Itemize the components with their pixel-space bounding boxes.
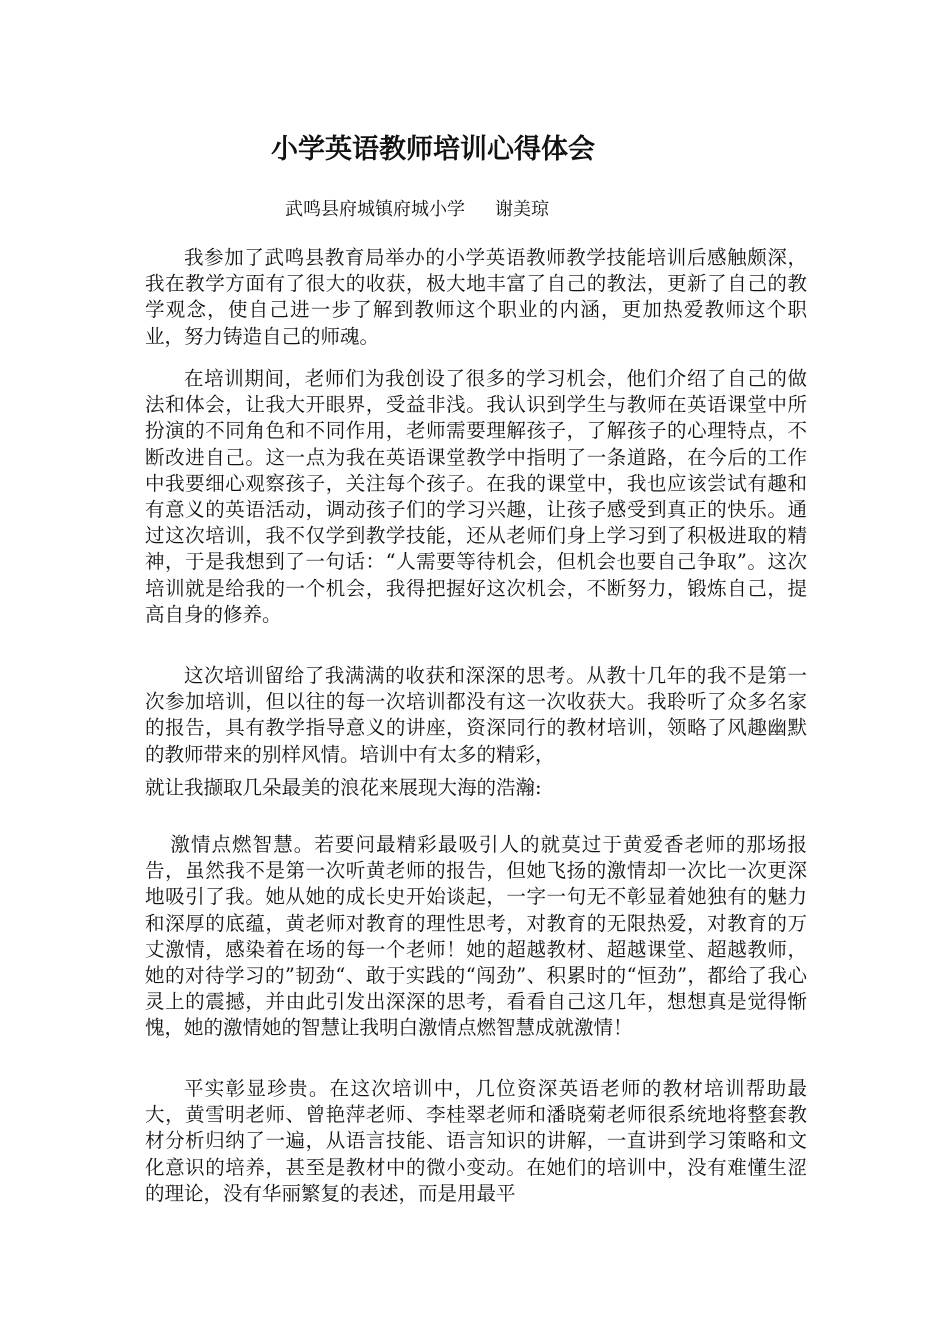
paragraph-3: 这次培训留给了我满满的收获和深深的思考。从教十几年的我不是第一次参加培训，但以往的每一次培训都没有这一次收获大。我聆听了众多名家的报告，具有教学指导意义的讲座，资深同行的教材培训，领略了风趣幽默的教师带来的别样风情。培训中有太多的精彩， bbox=[145, 664, 807, 766]
paragraph-4: 激情点燃智慧。若要问最精彩最吸引人的就莫过于黄爱香老师的那场报告，虽然我不是第一次听黄老师的报告，但她飞扬的激情却一次比一次更深地吸引了我。她从她的成长史开始谈起，一字一句无不彰显着她独有的魅力和深厚的底蕴，黄老师对教育的理性思考，对教育的无限热爱，对教育的万丈激情，感染着在场的每一个老师！她的超越教材、超越课堂、超越教师，她的对待学习的”韧劲“、敢于实践的“闯劲”、积累时的“恒劲”，都给了我心灵上的震撼，并由此引发出深深的思考，看看自己这几年，想想真是觉得惭愧，她的激情她的智慧让我明白激情点燃智慧成就激情！ bbox=[145, 833, 807, 1040]
paragraph-5: 平实彰显珍贵。在这次培训中，几位资深英语老师的教材培训帮助最大，黄雪明老师、曾艳萍老师、李桂翠老师和潘晓菊老师很系统地将整套教材分析归纳了一遍，从语言技能、语言知识的讲解，一直讲到学习策略和文化意识的培养，甚至是教材中的微小变动。在她们的培训中，没有难懂生涩的理论，没有华丽繁复的表述，而是用最平 bbox=[145, 1077, 807, 1205]
school-name: 武鸣县府城镇府城小学 bbox=[285, 199, 465, 220]
author-name: 谢美琼 bbox=[495, 199, 549, 220]
paragraph-3-continuation: 就让我撷取几朵最美的浪花来展现大海的浩瀚: bbox=[145, 776, 542, 799]
author-byline bbox=[285, 197, 549, 223]
paragraph-2: 在培训期间，老师们为我创设了很多的学习机会，他们介绍了自己的做法和体会，让我大开眼界，受益非浅。我认识到学生与教师在英语课堂中所扮演的不同角色和不同作用，老师需要理解孩子，了解孩子的心理特点，不断改进自己。这一点为我在英语课堂教学中指明了一条道路，在今后的工作中我要细心观察孩子，关注每个孩子。在我的课堂中，我也应该尝试有趣和有意义的英语活动，调动孩子们的学习兴趣，让孩子感受到真正的快乐。通过这次培训，我不仅学到教学技能，还从老师们身上学习到了积极进取的精神，于是我想到了一句话：“人需要等待机会，但机会也要自己争取”。这次培训就是给我的一个机会，我得把握好这次机会，不断努力，锻炼自己，提高自身的修养。 bbox=[145, 367, 807, 626]
paragraph-1: 我参加了武鸣县教育局举办的小学英语教师教学技能培训后感触颇深，我在教学方面有了很大的收获，极大地丰富了自己的教法，更新了自己的教学观念，使自己进一步了解到教师这个职业的内涵，更加热爱教师这个职业，努力铸造自己的师魂。 bbox=[145, 246, 807, 348]
document-title: 小学英语教师培训心得体会 bbox=[271, 134, 595, 165]
